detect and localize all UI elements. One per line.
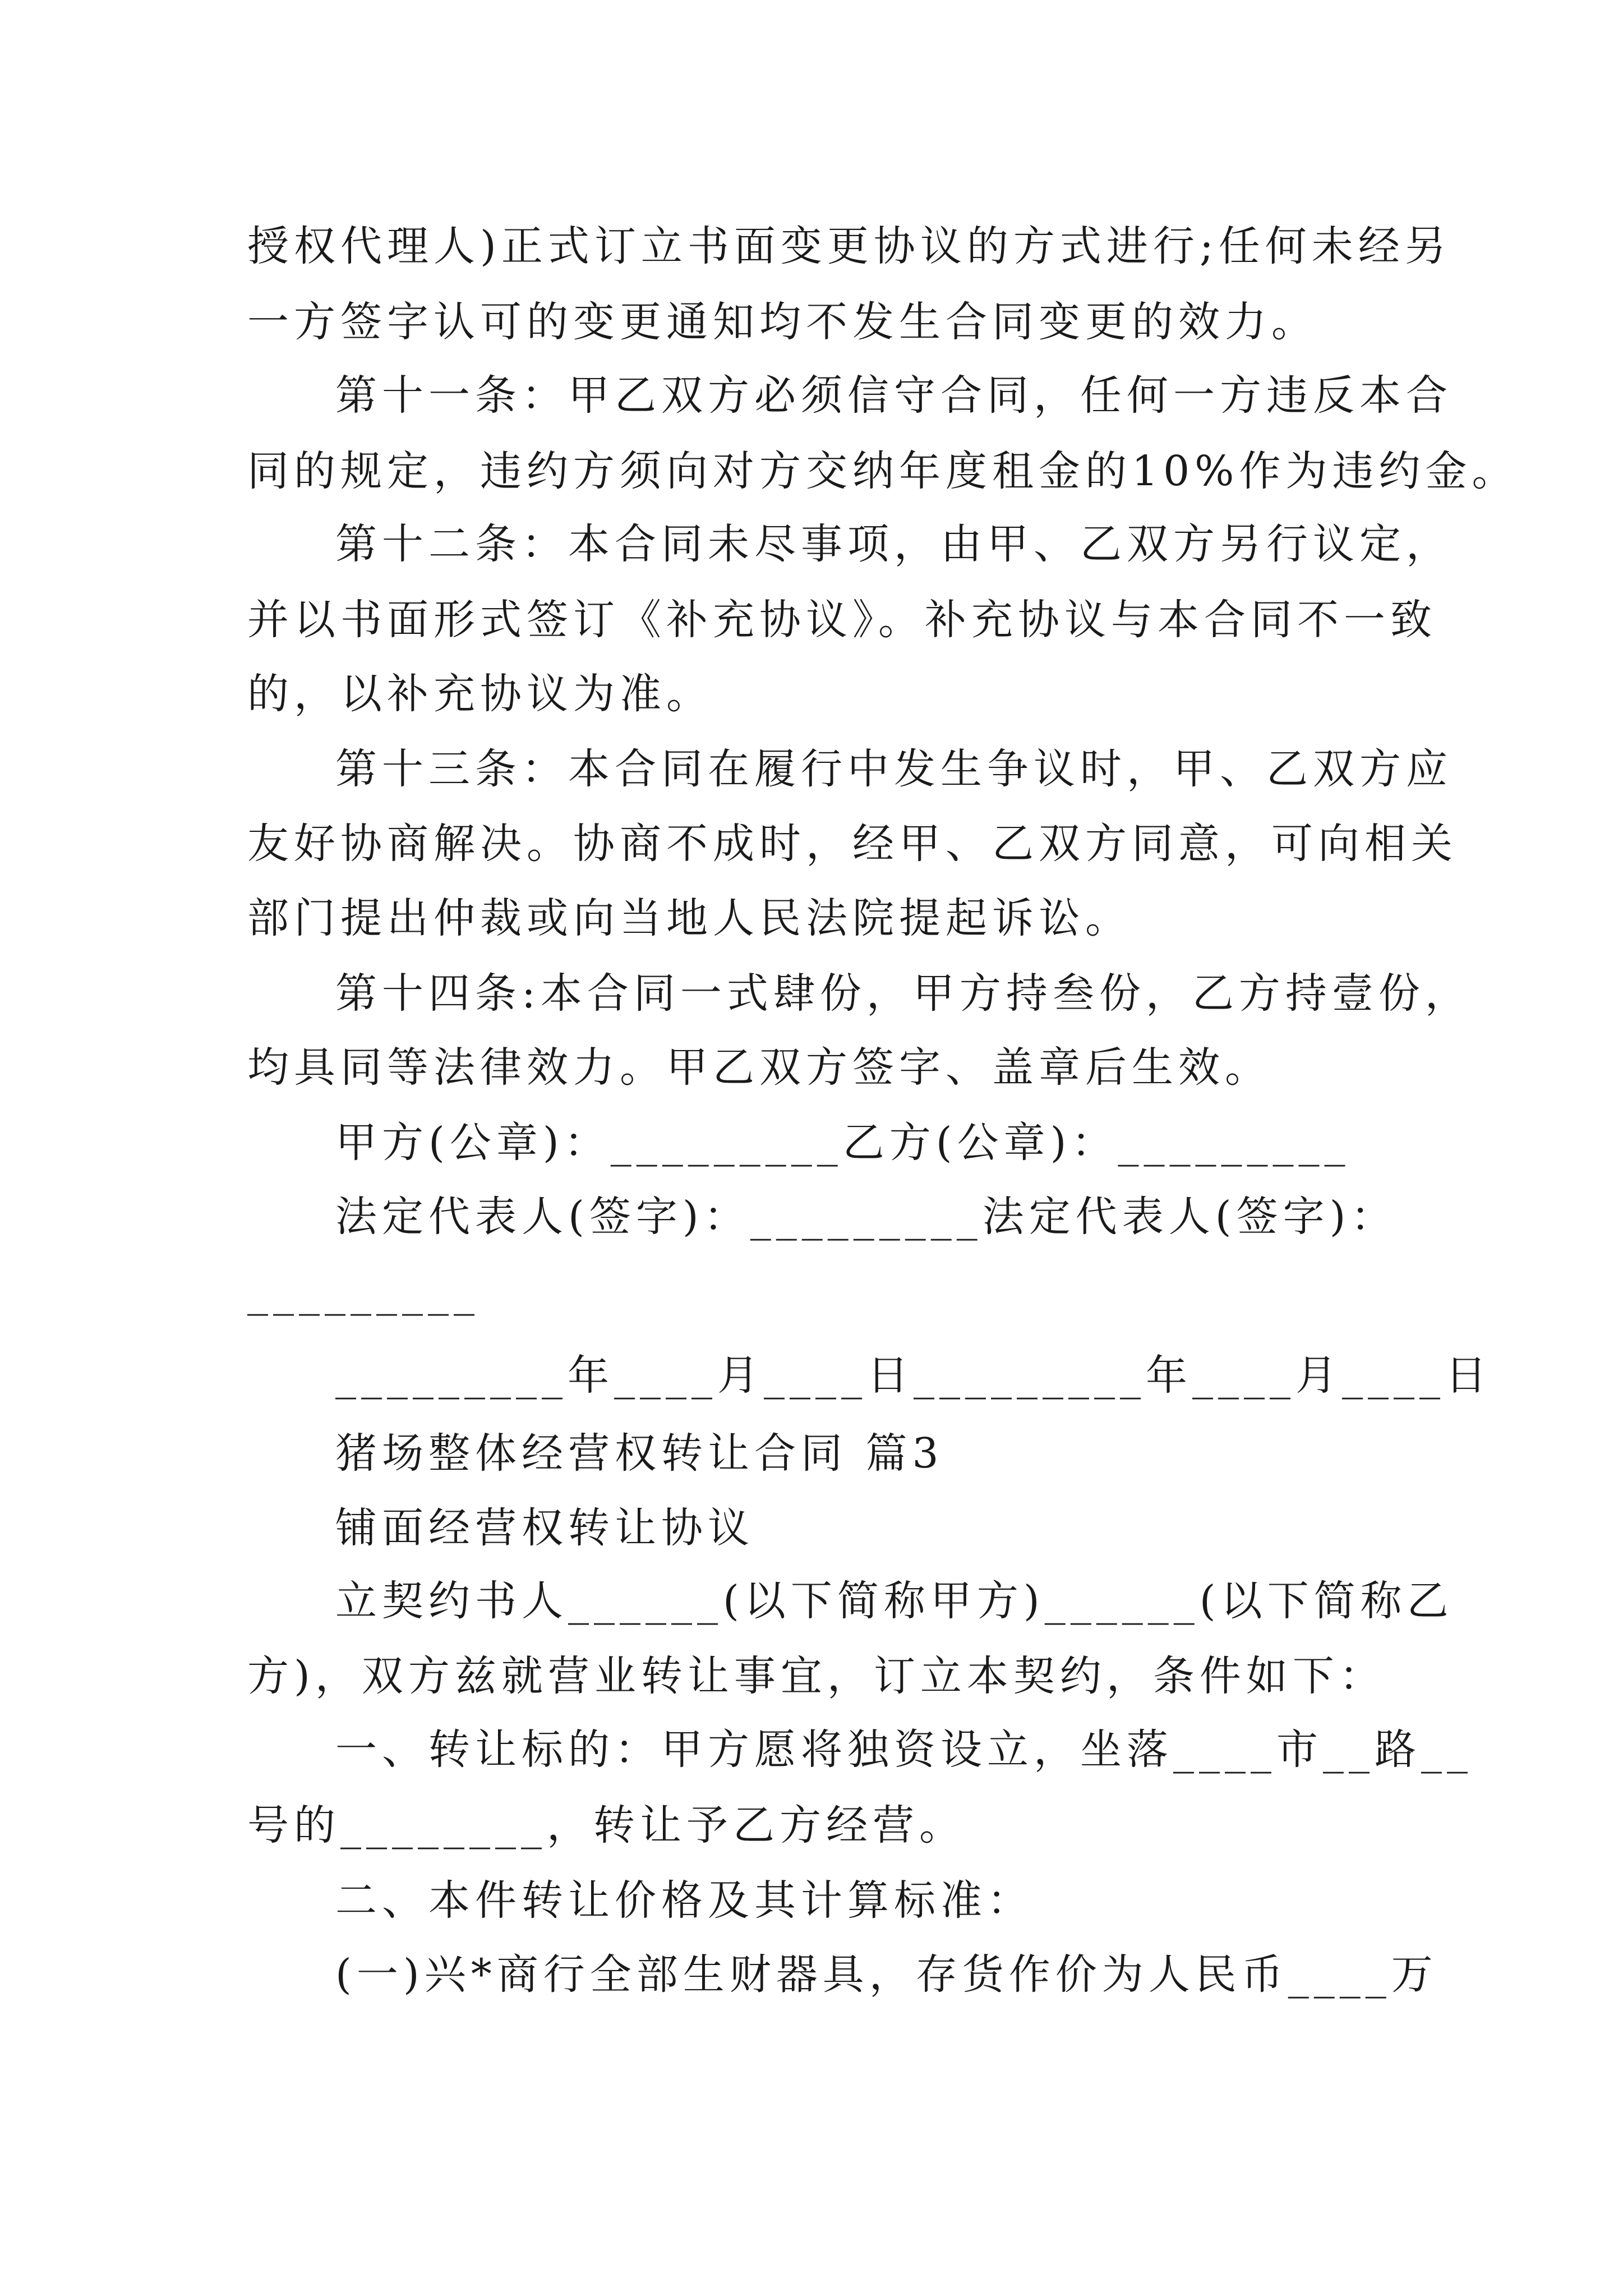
- legal-representative-line: 法定代表人(签字)：_________法定代表人(签字)：: [335, 1193, 1398, 1241]
- agreement-title: 铺面经营权转让协议: [335, 1504, 754, 1552]
- clause-11: 第十一条：甲乙双方必须信守合同，任何一方违反本合: [335, 371, 1453, 420]
- date-line: _________年____月____日_________年____月____日: [335, 1351, 1492, 1400]
- section-heading: 猪场整体经营权转让合同 篇3: [335, 1429, 944, 1478]
- text-line: 同的规定，违约方须向对方交纳年度租金的10%作为违约金。: [247, 447, 1519, 495]
- text-line: 一方签字认可的变更通知均不发生合同变更的效力。: [247, 298, 1318, 346]
- clause-13: 第十三条：本合同在履行中发生争议时，甲、乙双方应: [335, 745, 1453, 793]
- text-line: 并以书面形式签订《补充协议》。补充协议与本合同不一致: [247, 596, 1437, 644]
- signature-blank: _________: [247, 1268, 479, 1316]
- text-line: 友好协商解决。协商不成时，经甲、乙双方同意，可向相关: [247, 820, 1458, 868]
- text-line: 授权代理人)正式订立书面变更协议的方式进行;任何未经另: [247, 222, 1451, 270]
- text-line: 的，以补充协议为准。: [247, 670, 713, 718]
- clause-12: 第十二条：本合同未尽事项，由甲、乙双方另行议定，: [335, 520, 1453, 568]
- item-1: 一、转让标的：甲方愿将独资设立，坐落____市__路__: [335, 1726, 1473, 1774]
- party-seal-line: 甲方(公章)：_________乙方(公章)：_________: [335, 1119, 1350, 1167]
- text-line: 均具同等法律效力。甲乙双方签字、盖章后生效。: [247, 1043, 1271, 1092]
- parties-paragraph: 立契约书人______(以下简称甲方)______(以下简称乙: [335, 1577, 1454, 1625]
- text-line: 号的________，转让予乙方经营。: [247, 1801, 966, 1849]
- item-2: 二、本件转让价格及其计算标准：: [335, 1876, 1034, 1925]
- text-line: 方)，双方兹就营业转让事宜，订立本契约，条件如下：: [247, 1652, 1386, 1700]
- clause-14: 第十四条:本合同一式肆份，甲方持叁份，乙方持壹份，: [335, 969, 1472, 1018]
- text-line: 部门提出仲裁或向当地人民法院提起诉讼。: [247, 894, 1132, 942]
- sub-item-1: (一)兴*商行全部生财器具，存货作价为人民币____万: [335, 1950, 1438, 1999]
